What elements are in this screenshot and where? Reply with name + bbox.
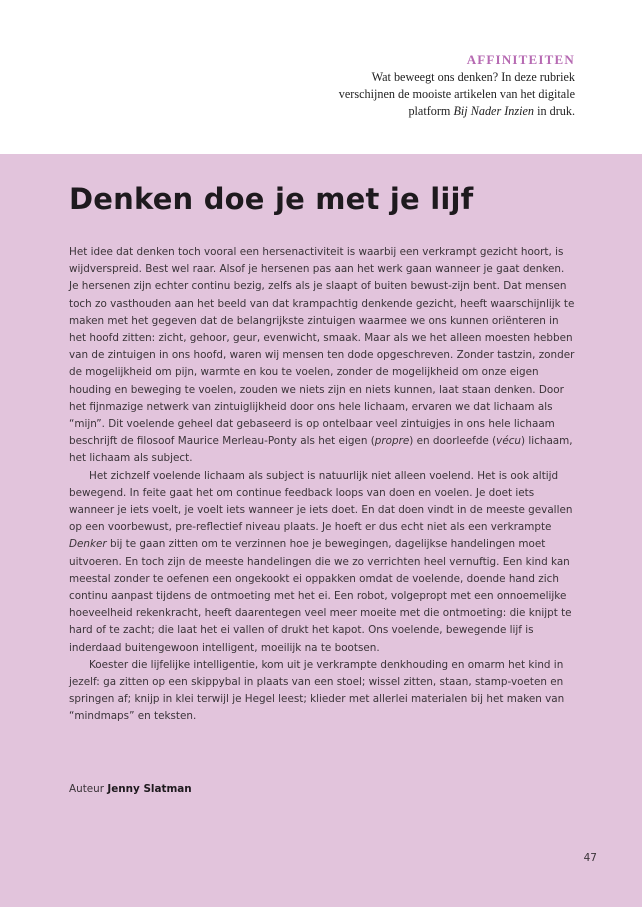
article-title: Denken doe je met je lijf xyxy=(69,182,474,216)
term-denker: Denker xyxy=(69,538,107,551)
author-label: Auteur xyxy=(69,783,105,795)
paragraph-2-text-b: bij te gaan zitten om te verzinnen hoe je bewegingen, dagelijkse handelingen moet uitvoeren. En toch zijn de meeste handelingen die we zo verrichten heel vernuftig. Een kind kan meestal zonder te oefenen een ongekookt ei oppakken omdat de voelende, doende hand zich continu aanpast tijdens de ontmoeting met het ei. Een robot, volgepropt met een onnoemelijke hoeveelheid rekenkracht, heeft daarentegen veel meer moeite met die ontmoeting: die knijpt te hard of te zacht; die laat het ei vallen of drukt het kapot. Ons voelende, bewegende lijf is inderdaad buitengewoon intelligent, moeilijk na te bootsen. xyxy=(69,538,572,654)
paragraph-2-text-a: Het zichzelf voelende lichaam als subject is natuurlijk niet alleen voelend. Het is ook altijd bewegend. In feite gaat het om continue feedback loops van doen en voelen. Je doet iets wanneer je iets voelt, je voelt iets wanneer je iets doet. En dat doen vindt in de meeste gevallen op een voorbewust, pre-reflectief niveau plaats. Je hoeft er dus echt niet als een verkrampte xyxy=(69,469,573,534)
paragraph-3: Koester die lijfelijke intelligentie, kom uit je verkrampte denkhouding en omarm het kind in jezelf: ga zitten op een skippybal in plaats van een stoel; wissel zitten, staan, stamp-voeten en springen af; knijp in klei terwijl je Hegel leest; klieder met allerlei materialen bij het maken van “mindmaps” en teksten. xyxy=(69,658,565,723)
author-name: Jenny Slatman xyxy=(107,783,192,795)
rubric-desc-text: Wat beweegt ons denken? In deze rubriek verschijnen de mooiste artikelen van het digitale platform xyxy=(338,70,575,118)
term-vecu: vécu xyxy=(496,435,522,448)
rubric-description xyxy=(325,69,575,120)
author-credit xyxy=(69,781,192,797)
rubric-label: AFFINITEITEN xyxy=(466,52,575,67)
paragraph-1-text-c: ) lichaam, het lichaam als subject. xyxy=(69,435,573,465)
rubric-header xyxy=(325,52,575,120)
paragraph-1-text-a: Het idee dat denken toch vooral een hersenactiviteit is waarbij een verkrampt gezicht hoort, is wijdverspreid. Best wel raar. Alsof je hersenen pas aan het werk gaan wanneer je gaat denken. Je hersenen zijn echter continu bezig, zelfs als je slaapt of buiten bewust-zijn bent. Dat mensen toch zo vasthouden aan het beeld van dat krampachtig denkende gezicht, heeft waarschijnlijk te maken met het gegeven dat de belangrijkste zintuigen waarmee we ons kunnen oriënteren in het hoofd zitten: zicht, gehoor, geur, evenwicht, smaak. Maar als we het alleen moesten hebben van de zintuigen in ons hoofd, waren wij mensen ten dode opgeschreven. Zonder tastzin, zonder de mogelijkheid om pijn, warmte en kou te voelen, zonder de mogelijkheid om onze eigen houding en beweging te voelen, zouden we niets zijn en niets kunnen, laat staan denken. Door het fijnmazige netwerk van zintuiglijkheid door ons hele lichaam, ervaren we dat lichaam als “mijn”. Dit voelende geheel dat gebaseerd is op ontelbaar veel zintuigjes in ons hele lichaam beschrijft de filosoof Maurice Merleau-Ponty als het eigen ( xyxy=(69,246,575,448)
paragraph-1-text-b: ) en doorleefde ( xyxy=(409,435,497,448)
paragraph-1 xyxy=(69,244,575,468)
article-body xyxy=(69,244,575,726)
platform-name: Bij Nader Inzien xyxy=(453,104,535,118)
rubric-desc-end: in druk. xyxy=(534,104,575,118)
term-propre: propre xyxy=(374,435,410,448)
paragraph-2 xyxy=(69,468,575,657)
page-number: 47 xyxy=(583,852,597,864)
